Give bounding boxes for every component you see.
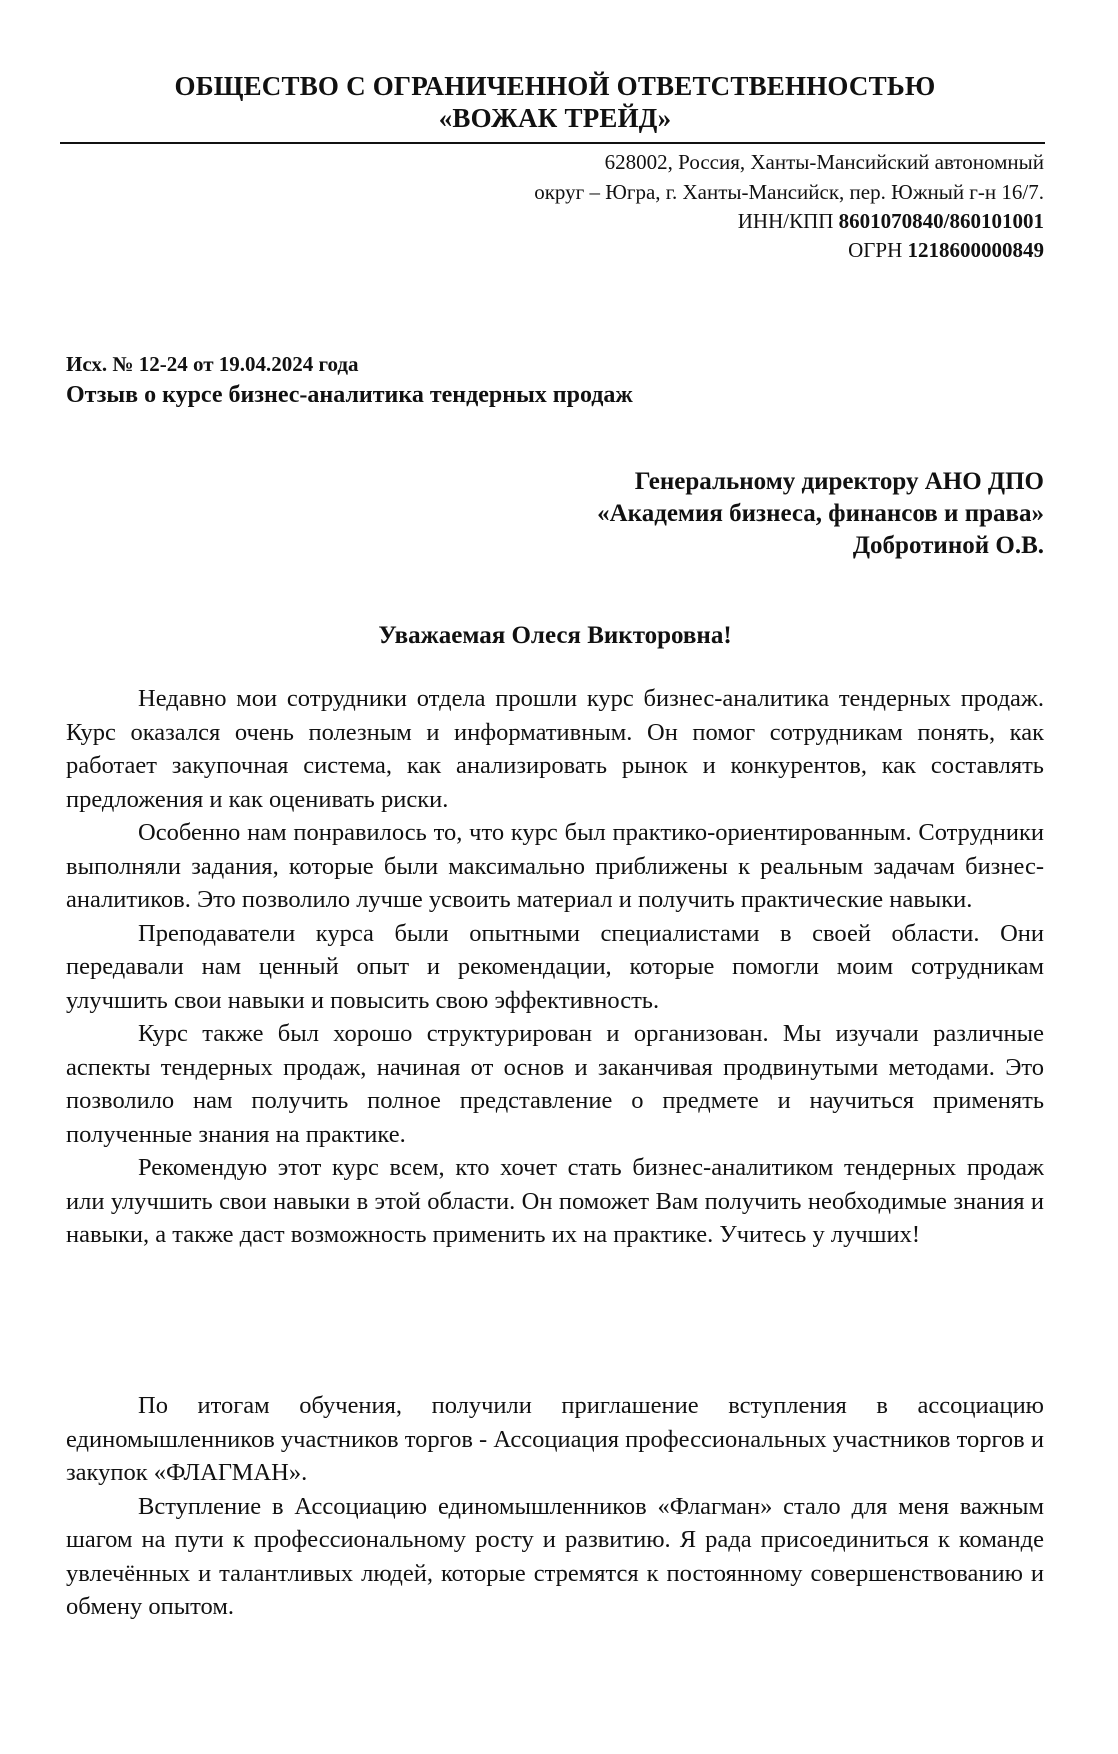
company-name-line2: «ВОЖАК ТРЕЙД» xyxy=(438,103,672,133)
salutation: Уважаемая Олеся Викторовна! xyxy=(378,622,732,649)
outgoing-number: Исх. № 12-24 от 19.04.2024 года xyxy=(66,352,359,376)
company-inn xyxy=(738,207,1044,235)
letter-subject: Отзыв о курсе бизнес-аналитика тендерных продаж xyxy=(66,382,633,408)
company-address-line1: 628002, Россия, Ханты-Мансийский автономный xyxy=(604,150,1044,174)
ogrn-label: ОГРН xyxy=(848,238,903,262)
letter-body-association xyxy=(66,1389,1044,1624)
company-address-line2: округ – Югра, г. Ханты-Мансийск, пер. Южный г-н 16/7. xyxy=(534,180,1044,204)
body-paragraph: Недавно мои сотрудники отдела прошли курс бизнес-аналитика тендерных продаж. Курс оказался очень полезным и информативным. Он помог сотрудникам понять, как работает закупочная система, как анализировать рынок и конкурентов, как составлять предложения и как оценивать риски. xyxy=(66,685,1044,813)
body-paragraph: Вступление в Ассоциацию единомышленников «Флагман» стало для меня важным шагом на пути к профессиональному росту и развитию. Я рада присоединиться к команде увлечённых и талантливых людей, которые стремятся к постоянному совершенствованию и обмену опытом. xyxy=(66,1492,1044,1620)
body-paragraph: По итогам обучения, получили приглашение вступления в ассоциацию единомышленников участников торгов - Ассоциация профессиональных участников торгов и закупок «ФЛАГМАН». xyxy=(66,1392,1044,1486)
body-paragraph: Рекомендую этот курс всем, кто хочет стать бизнес-аналитиком тендерных продаж или улучшить свои навыки в этой области. Он поможет Вам получить необходимые знания и навыки, а также даст возможность применить их на практике. Учитесь у лучших! xyxy=(66,1154,1044,1248)
body-paragraph: Преподаватели курса были опытными специалистами в своей области. Они передавали нам ценный опыт и рекомендации, которые помогли моим сотрудникам улучшить свои навыки и повысить свою эффективность. xyxy=(66,919,1044,1014)
inn-value: 8601070840/860101001 xyxy=(838,209,1044,233)
inn-label: ИНН/КПП xyxy=(737,209,834,233)
company-name-line1: ОБЩЕСТВО С ОГРАНИЧЕННОЙ ОТВЕТСТВЕННОСТЬЮ xyxy=(174,71,936,101)
body-paragraph: Курс также был хорошо структурирован и организован. Мы изучали различные аспекты тендерных продаж, начиная от основ и заканчивая продвинутыми методами. Это позволило нам получить полное представление о предмете и научиться применять полученные знания на практике. xyxy=(66,1020,1044,1148)
recipient-line2: «Академия бизнеса, финансов и права» xyxy=(597,500,1044,527)
header-divider xyxy=(60,142,1045,144)
recipient-line3: Добротиной О.В. xyxy=(852,532,1044,559)
ogrn-value: 1218600000849 xyxy=(907,238,1044,262)
company-ogrn xyxy=(848,236,1044,264)
letter-body-main xyxy=(66,682,1044,1252)
body-paragraph: Особенно нам понравилось то, что курс был практико-ориентированным. Сотрудники выполняли задания, которые были максимально приближены к реальным задачам бизнес-аналитиков. Это позволило лучше усвоить материал и получить практические навыки. xyxy=(66,819,1044,913)
recipient-line1: Генеральному директору АНО ДПО xyxy=(634,468,1044,495)
